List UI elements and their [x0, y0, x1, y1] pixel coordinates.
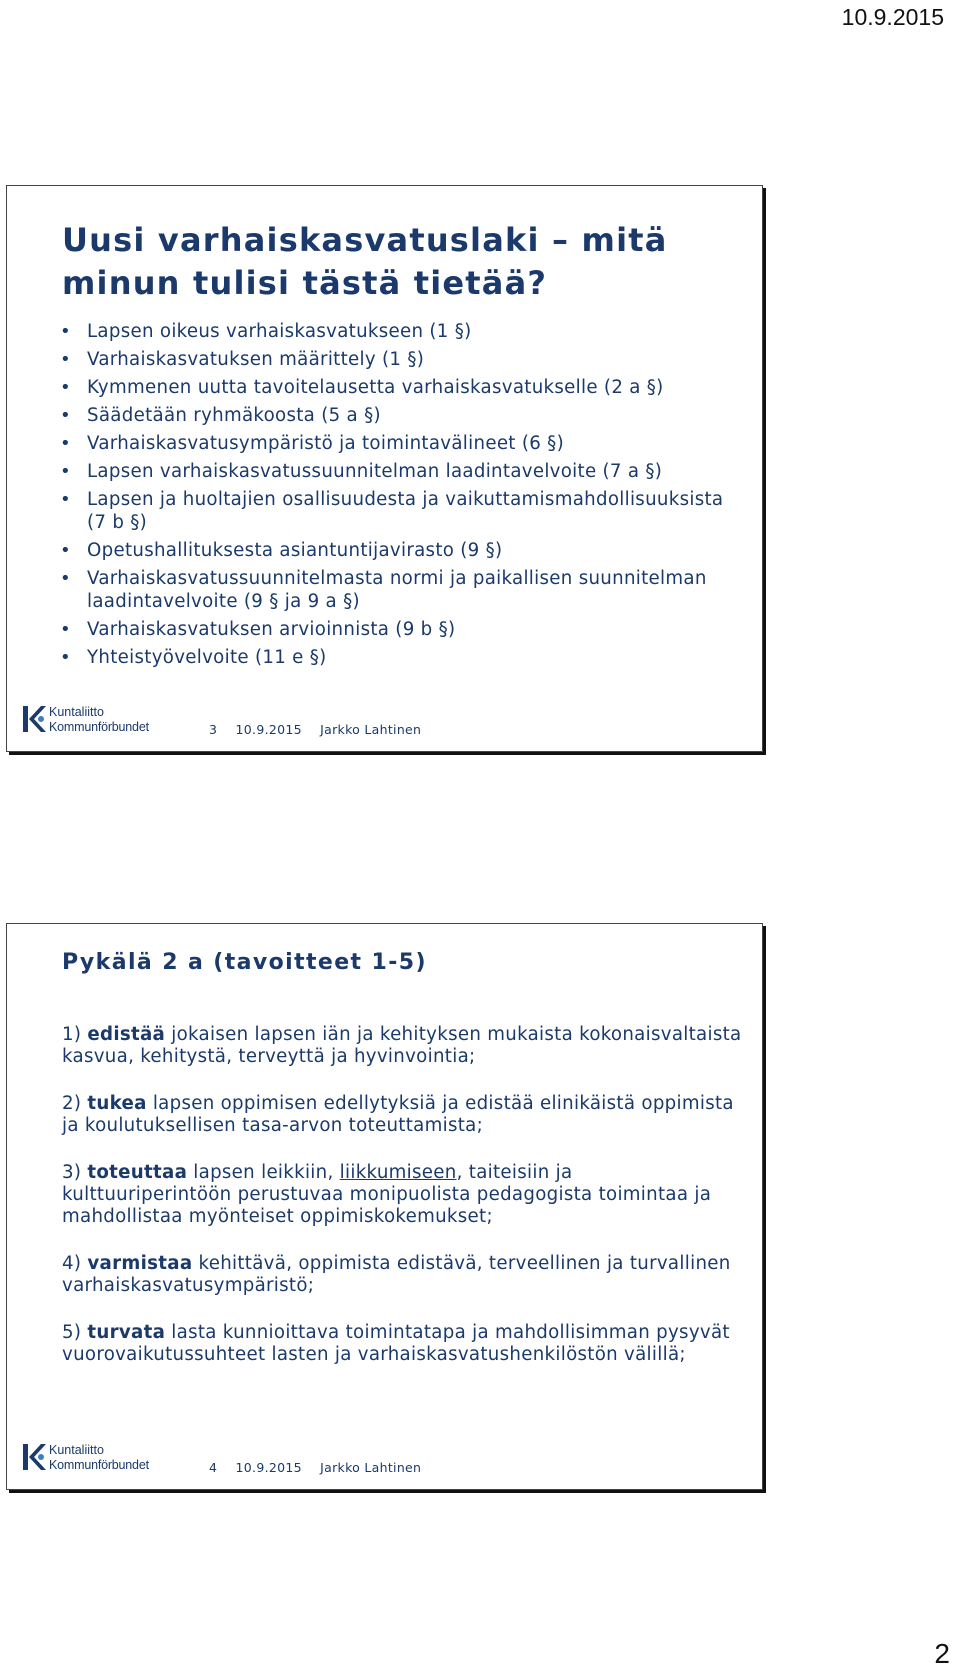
goal-text: kehittävä, oppimista edistävä, terveellinen ja turvallinen varhaiskasvatusympäristö;: [62, 1253, 731, 1296]
page-date: 10.9.2015: [841, 4, 944, 30]
goal-keyword: edistää: [87, 1024, 166, 1045]
slide-number: 3: [209, 722, 218, 737]
slide-4: [6, 923, 763, 1490]
goal-keyword: tukea: [87, 1093, 147, 1114]
goal-text: lapsen leikkiin,: [187, 1162, 340, 1183]
slide-3: [6, 185, 763, 752]
bullet-item: • Varhaiskasvatuksen arvioinnista (9 b §): [57, 618, 747, 641]
slide-title: Pykälä 2 a (tavoitteet 1-5): [62, 950, 427, 975]
kuntaliitto-logo-icon: [21, 703, 47, 735]
goal-text: lasta kunnioittava toimintatapa ja mahdollisimman pysyvät vuorovaikutussuhteet lasten ja varhaiskasvatushenkilöstön välillä;: [62, 1322, 730, 1365]
slide-footer: [21, 1439, 761, 1477]
kuntaliitto-logo: [21, 701, 196, 739]
goal-item: [62, 1322, 742, 1366]
goal-link-text: liikkumiseen: [339, 1162, 457, 1183]
page-number: 2: [934, 1638, 950, 1669]
goal-number: 5): [62, 1322, 82, 1343]
kuntaliitto-logo-icon: [21, 1441, 47, 1473]
bullet-item: • Lapsen ja huoltajien osallisuudesta ja vaikuttamismahdollisuuksista (7 b §): [57, 488, 747, 534]
footer-author: Jarkko Lahtinen: [320, 1460, 422, 1475]
slide-title: Uusi varhaiskasvatuslaki – mitä minun tulisi tästä tietää?: [62, 221, 668, 302]
bullet-item: • Lapsen varhaiskasvatussuunnitelman laadintavelvoite (7 a §): [57, 460, 747, 483]
goal-list: [62, 1024, 742, 1391]
logo-text-sv: Kommunförbundet: [49, 720, 149, 734]
logo-text-fi: Kuntaliitto: [49, 1443, 104, 1457]
goal-text: , taiteisiin ja kulttuuriperintöön perustuvaa monipuolista pedagogista toimintaa ja mahdollistaa myönteiset oppimiskokemukset;: [62, 1162, 712, 1227]
footer-meta: [209, 1460, 435, 1475]
goal-item: [62, 1024, 742, 1068]
footer-author: Jarkko Lahtinen: [320, 722, 422, 737]
logo-text-fi: Kuntaliitto: [49, 705, 104, 719]
bullet-item: • Kymmenen uutta tavoitelausetta varhaiskasvatukselle (2 a §): [57, 376, 747, 399]
bullet-item: • Säädetään ryhmäkoosta (5 a §): [57, 404, 747, 427]
goal-item: [62, 1162, 742, 1228]
goal-number: 1): [62, 1024, 82, 1045]
goal-keyword: toteuttaa: [87, 1162, 188, 1183]
bullet-item: • Varhaiskasvatusympäristö ja toimintavälineet (6 §): [57, 432, 747, 455]
goal-text: lapsen oppimisen edellytyksiä ja edistää elinikäistä oppimista ja koulutuksellisen tasa-arvon toteuttamista;: [62, 1093, 734, 1136]
bullet-item: • Lapsen oikeus varhaiskasvatukseen (1 §): [57, 320, 747, 343]
goal-number: 2): [62, 1093, 82, 1114]
kuntaliitto-logo: [21, 1439, 196, 1477]
footer-date: 10.9.2015: [235, 1460, 302, 1475]
slide-footer: [21, 701, 761, 739]
goal-keyword: varmistaa: [87, 1253, 193, 1274]
goal-item: [62, 1093, 742, 1137]
bullet-item: • Opetushallituksesta asiantuntijavirasto (9 §): [57, 539, 747, 562]
goal-item: [62, 1253, 742, 1297]
slide-number: 4: [209, 1460, 218, 1475]
goal-number: 4): [62, 1253, 82, 1274]
footer-date: 10.9.2015: [235, 722, 302, 737]
goal-keyword: turvata: [87, 1322, 166, 1343]
goal-text: jokaisen lapsen iän ja kehityksen mukaista kokonaisvaltaista kasvua, kehitystä, terveyttä ja hyvinvointia;: [62, 1024, 742, 1067]
bullet-list: [57, 320, 747, 674]
bullet-item: • Varhaiskasvatussuunnitelmasta normi ja paikallisen suunnitelman laadintavelvoite (9 § ja 9 a §): [57, 567, 747, 613]
footer-meta: [209, 722, 435, 737]
goal-number: 3): [62, 1162, 82, 1183]
logo-text-sv: Kommunförbundet: [49, 1458, 149, 1472]
bullet-item: • Yhteistyövelvoite (11 e §): [57, 646, 747, 669]
bullet-item: • Varhaiskasvatuksen määrittely (1 §): [57, 348, 747, 371]
